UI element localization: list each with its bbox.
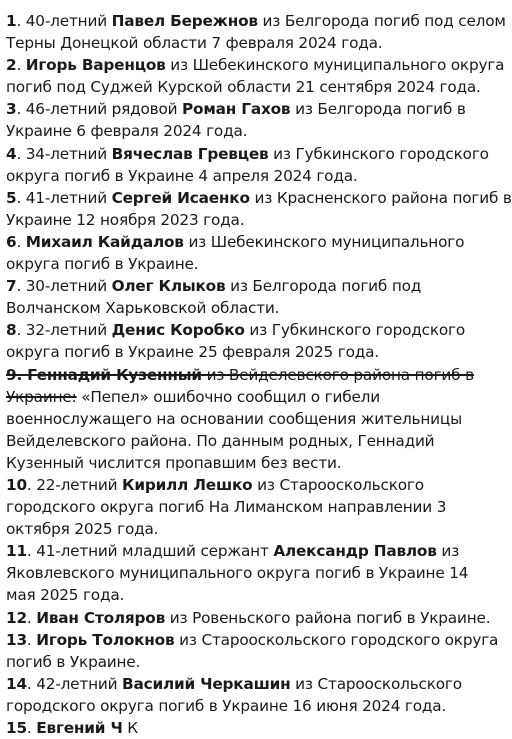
entry-line <box>6 32 496 54</box>
text-segment: . <box>26 630 37 649</box>
text-segment: Украине 12 ноября 2023 года. <box>6 210 245 229</box>
text-segment: из Губкинского городского <box>268 144 489 163</box>
bold-text: Александр Павлов <box>273 542 437 561</box>
bold-text: Евгений Ч <box>36 719 123 737</box>
text-segment: городского округа погиб в Украине 16 июня 2024 года. <box>6 696 447 715</box>
bold-text: 6 <box>6 232 17 251</box>
text-segment: округа погиб в Украине 25 февраля 2025 года. <box>6 343 379 362</box>
entry-line <box>6 717 496 739</box>
text-segment: из Старооскольского <box>252 475 424 494</box>
bold-text: 3 <box>6 100 17 119</box>
text-segment: . 42-летний <box>26 674 123 693</box>
text-segment: военнослужащего на основании сообщения жительницы <box>6 409 462 428</box>
text-segment: . 22-летний <box>26 475 123 494</box>
list-entry <box>6 98 496 142</box>
bold-text: Вячеслав Гревцев <box>111 144 269 163</box>
text-segment: погиб под Суджей Курской области 21 сентября 2024 года. <box>6 78 481 97</box>
bold-text: 14 <box>6 674 27 693</box>
entry-line <box>6 319 496 341</box>
list-entry <box>6 474 496 540</box>
text-segment: из Губкинского городского <box>244 321 466 340</box>
entry-line <box>6 341 496 363</box>
text-segment: . 41-летний младший сержант <box>26 542 274 561</box>
text-segment: Волчанском Харьковской области. <box>6 299 280 318</box>
entry-line <box>6 253 496 275</box>
text-segment: из Ровеньского района погиб в Украине. <box>165 608 491 627</box>
text-segment: Кузенный числится пропавшим без вести. <box>6 453 342 472</box>
bold-text: Роман Гахов <box>182 100 291 119</box>
text-segment: округа погиб в Украине 4 апреля 2024 года. <box>6 166 358 185</box>
bold-text: 15 <box>6 719 27 737</box>
bold-text: 4 <box>6 144 17 163</box>
text-segment: К <box>122 719 138 737</box>
text-segment: . 34-летний <box>16 144 112 163</box>
text-segment: мая 2025 года. <box>6 586 125 605</box>
text-segment: погиб в Украине. <box>6 652 141 671</box>
entry-line <box>6 607 496 629</box>
text-segment: из Старооскольского <box>290 674 462 693</box>
list-entry <box>6 673 496 717</box>
bold-text: 2 <box>6 56 17 75</box>
text-segment: Терны Донецкой области 7 февраля 2024 года. <box>6 34 383 53</box>
bold-text: Василий Черкашин <box>122 674 291 693</box>
text-segment: . <box>26 719 37 737</box>
bold-text: 5 <box>6 188 17 207</box>
text-segment: . 40-летний <box>16 12 112 30</box>
list-entry <box>6 187 512 231</box>
entry-line <box>6 584 496 606</box>
entry-line <box>6 297 496 319</box>
struck-text: Украине: <box>6 387 77 406</box>
list-entry <box>6 275 496 319</box>
text-segment: . <box>26 608 37 627</box>
text-segment: из Белгорода погиб в <box>290 100 466 119</box>
bold-text: Кирилл Лешко <box>122 475 253 494</box>
entry-line <box>6 673 496 695</box>
entry-line <box>6 518 496 540</box>
entry-line <box>6 231 496 253</box>
entry-line <box>6 143 496 165</box>
bold-text: 1 <box>6 12 17 30</box>
entry-line <box>6 386 496 408</box>
entry-line <box>6 629 499 651</box>
text-segment: городского округа погиб На Лиманском направлении 3 <box>6 498 447 517</box>
bold-text: Павел Бережнов <box>111 12 258 30</box>
text-segment: Украине 6 февраля 2024 года. <box>6 122 248 141</box>
text-segment: . 46-летний рядовой <box>16 100 183 119</box>
text-segment: из Белгорода погиб под <box>225 277 422 296</box>
entry-line <box>6 562 496 584</box>
entry-line <box>6 275 496 297</box>
text-segment: из <box>436 542 460 561</box>
entry-line <box>6 10 506 32</box>
entry-line <box>6 540 496 562</box>
bold-text: 7 <box>6 277 17 296</box>
entry-line <box>6 76 496 98</box>
entry-line <box>6 364 496 386</box>
bold-text: Иван Столяров <box>36 608 166 627</box>
entry-line <box>6 474 496 496</box>
entry-line <box>6 452 496 474</box>
bold-text: Денис Коробко <box>111 321 245 340</box>
list-entry <box>6 54 505 98</box>
bold-text: Игорь Варенцов <box>25 56 166 75</box>
entry-line <box>6 165 496 187</box>
list-entry <box>6 143 496 187</box>
bold-text: Олег Клыков <box>111 277 226 296</box>
text-segment: из Старооскольского городского округа <box>174 630 499 649</box>
list-entry <box>6 231 496 275</box>
bold-text: Михаил Кайдалов <box>25 232 184 251</box>
text-segment: Вейделевского района. По данным родных, Геннадий <box>6 431 435 450</box>
entry-line <box>6 430 496 452</box>
text-segment: округа погиб в Украине. <box>6 255 199 274</box>
entry-line <box>6 120 496 142</box>
text-segment: . <box>16 56 26 75</box>
list-entry <box>6 717 496 739</box>
text-segment: из Шебекинского муниципального округа <box>165 56 505 75</box>
text-segment: октября 2025 года. <box>6 520 159 539</box>
entry-line <box>6 408 496 430</box>
bold-text: 12 <box>6 608 27 627</box>
list-entry <box>6 540 496 606</box>
entry-line <box>6 187 512 209</box>
list-entry <box>6 629 499 673</box>
list-entry <box>6 607 496 629</box>
entry-line <box>6 98 496 120</box>
bold-text: 11 <box>6 542 27 561</box>
bold-text: Сергей Исаенко <box>111 188 250 207</box>
list-entry <box>6 10 506 54</box>
struck-text: из Вейделевского района погиб в <box>201 365 474 384</box>
entry-line <box>6 209 496 231</box>
text-segment: . <box>16 232 26 251</box>
bold-text: 8 <box>6 321 17 340</box>
entry-line <box>6 54 505 76</box>
bold-text: 13 <box>6 630 27 649</box>
text-segment: из Красненского района погиб в <box>249 188 512 207</box>
bold-text: Игорь Толокнов <box>36 630 175 649</box>
entry-line <box>6 695 496 717</box>
text-segment: Яковлевского муниципального округа погиб в Украине 14 <box>6 564 469 583</box>
text-segment: из Белгорода погиб под селом <box>257 12 506 30</box>
bold-text: 9. Геннадий Кузенный <box>6 365 202 384</box>
text-segment: «Пепел» ошибочно сообщил о гибели <box>76 387 380 406</box>
entry-line <box>6 651 496 673</box>
text-segment: . 32-летний <box>16 321 112 340</box>
text-segment: из Шебекинского муниципального <box>183 232 465 251</box>
list-entry <box>6 319 496 363</box>
text-segment: . 41-летний <box>16 188 112 207</box>
bold-text: 10 <box>6 475 27 494</box>
list-entry <box>6 364 496 474</box>
entry-line <box>6 496 496 518</box>
text-segment: . 30-летний <box>16 277 112 296</box>
